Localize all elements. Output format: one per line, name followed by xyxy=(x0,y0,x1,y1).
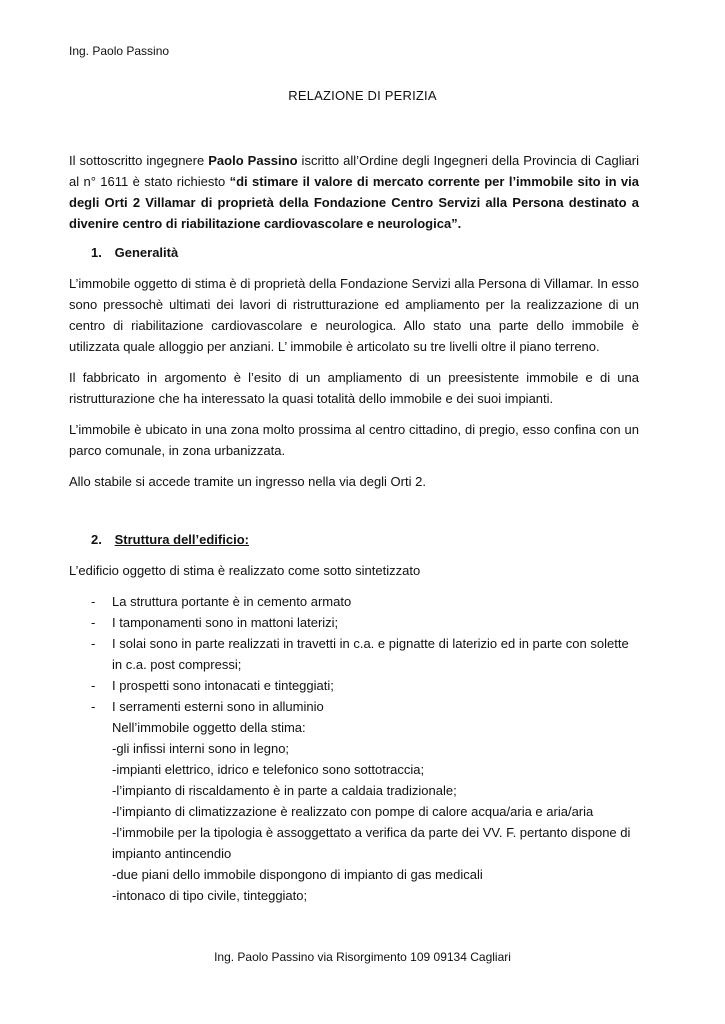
document-body xyxy=(69,150,639,906)
section-2-title: Struttura dell’edificio: xyxy=(114,532,249,547)
list-item-text: I prospetti sono intonacati e tinteggiati; xyxy=(112,678,334,693)
list-item: - I prospetti sono intonacati e tinteggiati; xyxy=(91,678,334,693)
section-2-heading xyxy=(69,529,639,550)
page-footer: Ing. Paolo Passino via Risorgimento 109 09134 Cagliari xyxy=(214,950,511,964)
intro-text-1: Il sottoscritto ingegnere xyxy=(69,153,209,168)
section-1-paragraph: Allo stabile si accede tramite un ingresso nella via degli Orti 2. xyxy=(69,474,426,489)
detail-line: -due piani dello immobile dispongono di impianto di gas medicali xyxy=(112,867,483,882)
list-item-text: I solai sono in parte realizzati in travetti in c.a. e pignatte di laterizio ed in parte con solette in c.a. post compressi; xyxy=(112,636,629,672)
detail-line: -l’impianto di climatizzazione è realizzato con pompe di calore acqua/aria e aria/aria xyxy=(112,804,594,819)
intro-assignment: “di stimare il valore di mercato corrente per l’immobile sito in via degli Orti 2 Villamar di proprietà della Fondazione Centro Servizi alla Persona destinato a divenire centro di riabilitazione cardiovascolare e neurologica”. xyxy=(69,174,639,231)
detail-line: Nell’immobile oggetto della stima: xyxy=(112,720,306,735)
page-header-author: Ing. Paolo Passino xyxy=(69,44,170,58)
detail-line: -l’impianto di riscaldamento è in parte a caldaia tradizionale; xyxy=(112,783,457,798)
list-item: - I tamponamenti sono in mattoni laterizi; xyxy=(91,615,339,630)
intro-engineer-name: Paolo Passino xyxy=(208,153,298,168)
list-item-text: I serramenti esterni sono in alluminio xyxy=(112,699,324,714)
structure-list xyxy=(69,591,639,717)
section-1-paragraph: Il fabbricato in argomento è l’esito di un ampliamento di un preesistente immobile e di una ristrutturazione che ha interessato la quasi totalità dello immobile e dei suoi impianti. xyxy=(69,370,639,406)
building-details xyxy=(69,717,639,906)
list-item-text: La struttura portante è in cemento armato xyxy=(112,594,352,609)
list-item: - I solai sono in parte realizzati in travetti in c.a. e pignatte di laterizio ed in parte con solette in c.a. post compressi; xyxy=(91,636,629,672)
detail-line: -intonaco di tipo civile, tinteggiato; xyxy=(112,888,308,903)
section-2-number: 2. xyxy=(91,532,102,547)
section-1-title: Generalità xyxy=(114,245,179,260)
list-item-text: I tamponamenti sono in mattoni laterizi; xyxy=(112,615,339,630)
section-2-intro: L’edificio oggetto di stima è realizzato come sotto sintetizzato xyxy=(69,563,421,578)
section-1-paragraph: L’immobile è ubicato in una zona molto prossima al centro cittadino, di pregio, esso confina con un parco comunale, in zona urbanizzata. xyxy=(69,422,639,458)
intro-text-2: iscritto all’Ordine degli Ingegneri della Provincia di Cagliari al n° 1611 è stato richiesto xyxy=(69,153,639,189)
list-item: - La struttura portante è in cemento armato xyxy=(91,594,352,609)
detail-line: -l’immobile per la tipologia è assoggettato a verifica da parte dei VV. F. pertanto dispone di impianto antincendio xyxy=(112,825,631,861)
document-title: RELAZIONE DI PERIZIA xyxy=(288,88,437,103)
section-1-heading xyxy=(69,242,639,263)
section-1-paragraph: L’immobile oggetto di stima è di proprietà della Fondazione Servizi alla Persona di Villamar. In esso sono pressochè ultimati dei lavori di ristrutturazione ed ampliamento per la realizzazione di un centro di riabilitazione cardiovascolare e neurologica. Allo stato una parte dello immobile è utilizzata quale alloggio per anziani. L’ immobile è articolato su tre livelli oltre il piano terreno. xyxy=(69,276,639,354)
section-1-number: 1. xyxy=(91,245,102,260)
detail-line: -impianti elettrico, idrico e telefonico sono sottotraccia; xyxy=(112,762,425,777)
list-item: - I serramenti esterni sono in alluminio xyxy=(91,699,324,714)
detail-line: -gli infissi interni sono in legno; xyxy=(112,741,290,756)
intro-paragraph xyxy=(69,150,639,234)
